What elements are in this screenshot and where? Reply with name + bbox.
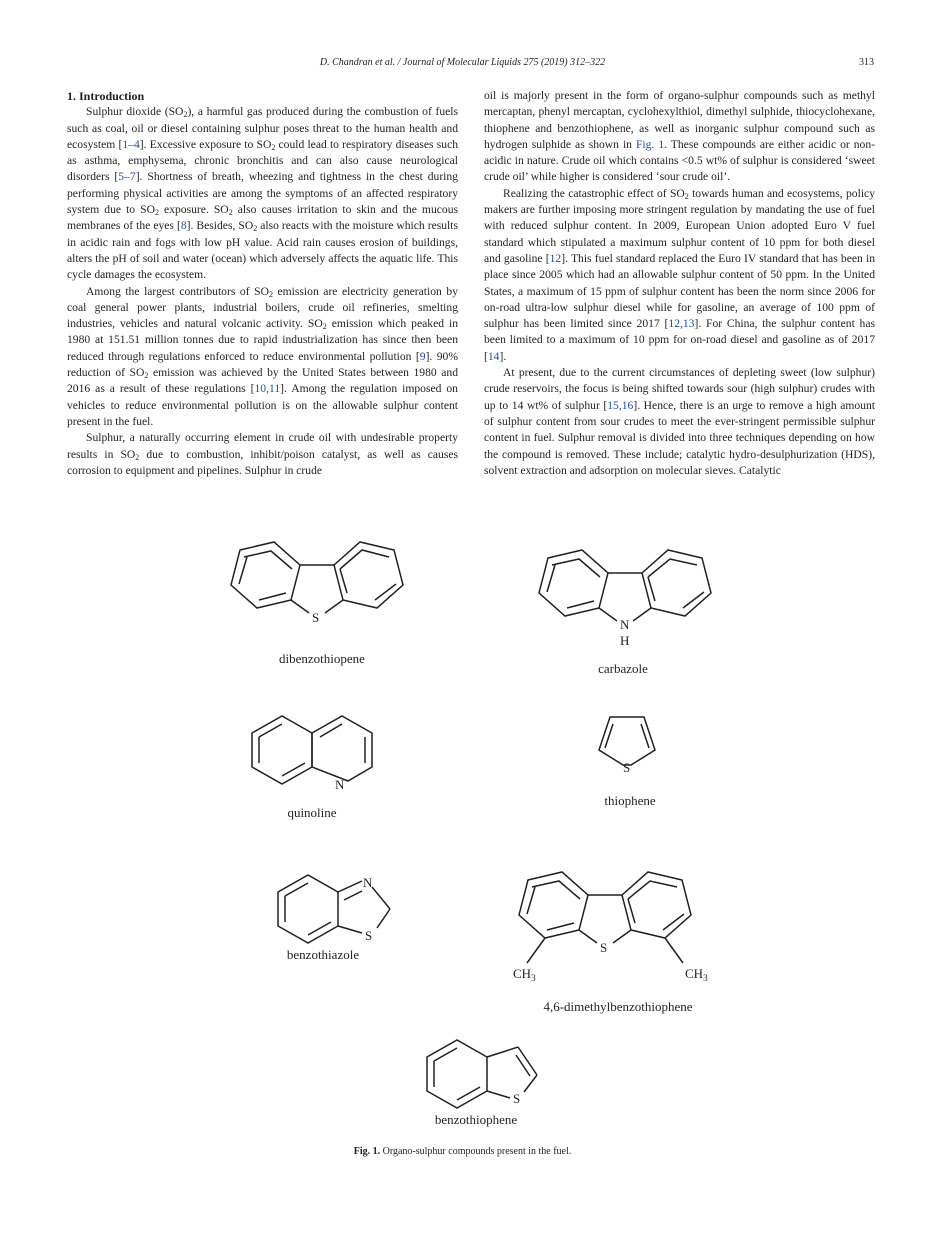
caption-label: Fig. 1. (353, 1146, 381, 1157)
paragraph: Among the largest contributors of $SO_2$ emission are electricity generation by coal general power plants, industrial boilers, crude oil refineries, smelting industries, vehicles and natural volcanic activity. $SO_2$ emission which peaked in 1980 at 151.51 million tonnes due to rapid industrialization has since then been reduced through regulations enforced to reduce environmental pollution [9]. 90% reduction of $SO_2$ emission was achieved by the United States between 1980 and 2016 as a result of these regulations [10,11]. Among the regulation imposed on vehicles to reduce environmental pollution is on the allowable sulphur content present in the fuel. (67, 284, 458, 428)
hydrogen-atom: H (620, 633, 630, 648)
dibenzothiophene-structure (231, 542, 403, 666)
sulfur-atom: S (365, 928, 373, 943)
journal-citation: D. Chandran et al. / Journal of Molecular Liquids 275 (2019) 312–322 (319, 57, 606, 68)
nitrogen-atom: N (363, 875, 373, 890)
carbazole-label: carbazole (598, 661, 648, 676)
sulfur-atom: S (623, 760, 631, 775)
citation-link[interactable]: 8 (180, 219, 187, 233)
figure-link[interactable]: Fig. 1 (635, 137, 665, 151)
section-title: 1. Introduction (67, 89, 145, 103)
paragraph: Sulphur dioxide $(SO_2)$, a harmful gas produced during the combustion of fuels such as coal, oil or diesel containing sulphur poses threat to the human health and ecosystem [1–4]. Excessive exposure to $SO_2$ could lead to respiratory diseases such as asthma, emphysema, chronic bronchitis and can also cause neurological disorders [5–7]. Shortness of breath, wheezing and tightness in the chest during performing physical activities are among the symptoms of an affected respiratory system due to $SO_2$ exposure. $SO_2$ also causes irritation to skin and the mucous membranes of the eyes [8]. Besides, $SO_2$ also reacts with the moisture which results in acidic rain and fogs with low pH value. Acid rain causes erosion of buildings, alters the pH of soil and water (ocean) which adversely affects the aquatic life. This cycle damages the ecosystem. (67, 105, 459, 282)
thiophene-label: thiophene (604, 793, 656, 808)
sulfur-atom: S (600, 940, 608, 955)
sulfur-atom: S (513, 1091, 521, 1106)
citation-link[interactable]: 1–4 (122, 137, 140, 151)
benzothiazole-structure (278, 875, 390, 962)
quinoline-structure (252, 716, 372, 820)
dimethyldibenzothiophene-structure (513, 872, 708, 1014)
benzothiophene-structure (427, 1040, 537, 1127)
paragraph: Realizing the catastrophic effect of $SO_2$ towards human and ecosystems, policy makers are further imposing more stringent regulation by mandating the use of fuel with reduced sulphur content. In 2009, European Union adopted Euro V fuel standard which stipulated a maximum sulphur content of 10 ppm for both diesel and gasoline [12]. This fuel standard replaced the Euro IV standard that has been in place since 2005 which had an allowable sulphur content of 50 ppm. In the United States, a maximum of 15 ppm of sulphur content has been the norm since 2006 for on-road ultra-low sulphur diesel while for gasoline, an average of 100 ppm of sulphur has been limited since 2017 [12,13]. For China, the sulphur content has been limited to a maximum of 10 ppm for on-road diesel and gasoline as of 2017 [14]. (484, 186, 876, 363)
citation-link[interactable]: 12,13 (668, 317, 695, 331)
paragraph: oil is majorly present in the form of organo-sulphur compounds such as methyl mercaptan, phenyl mercaptan, cyclohexylthiol, dimethyl sulphide, thiocyclohexane, thiophene and benzothiophene, as well as inorganic sulphur compound such as hydrogen sulphide as shown in Fig. 1. These compounds are either acidic or non-acidic in nature. Crude oil which contains <0.5 wt% of sulphur is considered ‘sweet crude oil’ while higher is considered ‘sour crude oil’. (484, 89, 875, 184)
figure-1 (0, 535, 925, 1165)
nitrogen-atom: N (335, 777, 345, 792)
paragraph: Sulphur, a naturally occurring element in crude oil with undesirable property results in $SO_2$ due to combustion, inhibit/poison catalyst, as well as causes corrosion to equipment and pipelines. Sulphur in crude (67, 431, 458, 477)
carbazole-structure (539, 550, 711, 676)
structures-drawing (0, 535, 925, 1135)
benzothiophene-label: benzothiophene (434, 1112, 518, 1127)
benzothiazole-label: benzothiazole (286, 947, 360, 962)
methyl-group: $CH_3$ (513, 966, 536, 983)
citation-link[interactable]: 10,11 (254, 382, 281, 396)
thiophene-structure (599, 717, 656, 808)
citation-link[interactable]: 5–7 (118, 170, 136, 184)
sulfur-atom: S (312, 610, 320, 625)
citation-link[interactable]: 15,16 (607, 398, 634, 412)
paragraph: At present, due to the current circumstances of depleting sweet (low sulphur) crude reservoirs, the focus is being shifted towards sour (high sulphur) crudes with up to 14 wt% of sulphur [15,16]. Hence, there is an urge to remove a high amount of sulphur content from sour crudes to meet the ever-stringent permissible sulphur content in fuel. Sulphur removal is divided into three techniques depending on how the compound is removed. These include; catalytic hydro-desulphurization (HDS), solvent extraction and adsorption on molecular sieves. Catalytic (484, 366, 875, 477)
right-column (484, 88, 875, 479)
methyl-group: $CH_3$ (685, 966, 708, 983)
figure-caption (0, 1146, 925, 1157)
caption-text: Organo-sulphur compounds present in the fuel. (382, 1146, 572, 1157)
dimethylbenzothiophene-label: 4,6-dimethylbenzothiophene (543, 999, 693, 1014)
quinoline-label: quinoline (287, 805, 337, 820)
citation-link[interactable]: 9 (419, 349, 426, 363)
citation-link[interactable]: 14 (487, 349, 500, 363)
page-number: 313 (859, 57, 874, 68)
left-column (67, 88, 458, 479)
nitrogen-atom: N (620, 617, 630, 632)
citation-link[interactable]: 12 (549, 251, 562, 265)
dibenzothiophene-label: dibenzothiopene (279, 651, 365, 666)
